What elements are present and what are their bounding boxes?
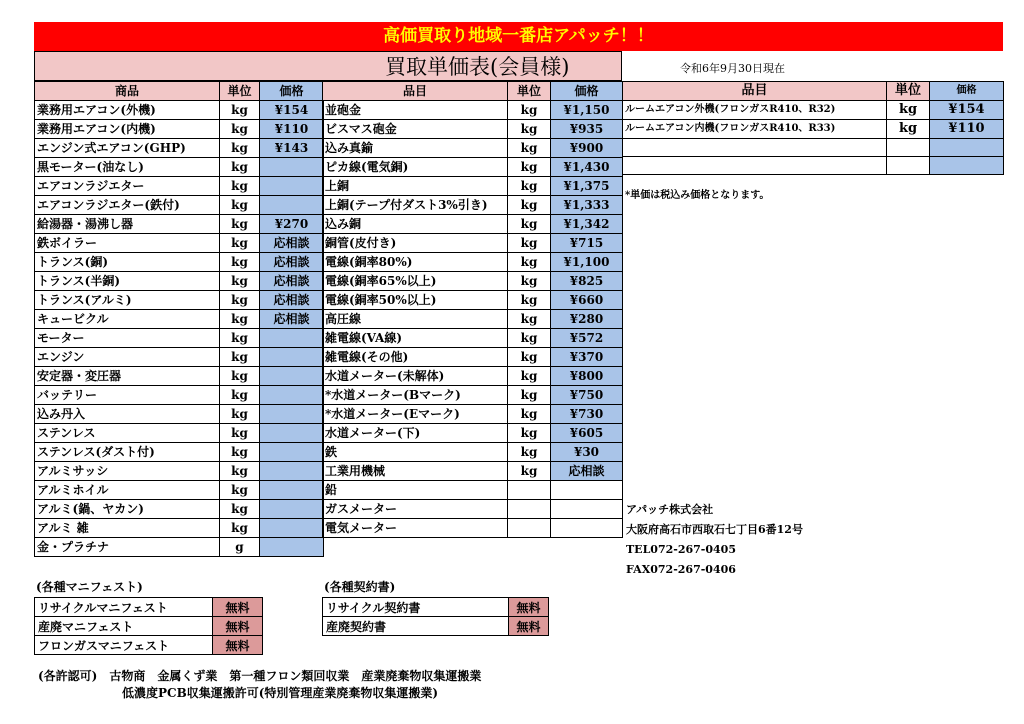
item-unit: kg [508,272,551,291]
contract-section-title: (各種契約書) [324,580,396,594]
item-name: 電気メーター [323,519,508,538]
table-row [35,158,324,177]
table-row [35,329,324,348]
item-name: ステンレス(ダスト付) [35,443,220,462]
table-row [35,519,324,538]
column-header-price: 価格 [551,82,623,101]
item-unit: kg [220,481,260,500]
item-unit: kg [220,310,260,329]
item-name: トランス(半銅) [35,272,220,291]
table-row [323,329,623,348]
item-price: ¥30 [551,443,623,462]
table-row [323,139,623,158]
column-header-unit: 単位 [508,82,551,101]
item-unit: kg [220,177,260,196]
item-name: 黒モーター(油なし) [35,158,220,177]
item-name: モーター [35,329,220,348]
item-price [260,538,324,557]
item-price [260,177,324,196]
company-name: アパッチ株式会社 [626,503,714,516]
table-row [323,120,623,139]
item-unit: kg [508,196,551,215]
item-price: ¥280 [551,310,623,329]
header-row [323,82,623,101]
item-price: ¥825 [551,272,623,291]
table-row [35,291,324,310]
item-unit: kg [508,310,551,329]
table-row [623,101,1004,120]
licenses-line-1: (各許認可) 古物商 金属くず業 第一種フロン類回収業 産業廃棄物収集運搬業 [38,669,482,683]
table-row [35,481,324,500]
fee-badge: 無料 [509,598,549,617]
item-price: ¥1,375 [551,177,623,196]
item-unit: kg [220,367,260,386]
item-unit: kg [220,424,260,443]
banner-title: 高価買取り地域一番店アパッチ！！ [34,22,1003,51]
document-name: リサイクル契約書 [323,598,509,617]
item-unit: kg [220,519,260,538]
item-price: ¥750 [551,386,623,405]
table-row [323,443,623,462]
company-info [626,500,803,580]
item-price [260,158,324,177]
item-price: ¥715 [551,234,623,253]
column-header-unit: 単位 [220,82,260,101]
item-name: 込み銅 [323,215,508,234]
item-price [551,500,623,519]
item-price: 応相談 [260,272,324,291]
fee-row [323,598,549,617]
item-price: 応相談 [260,234,324,253]
item-unit: kg [220,120,260,139]
price-table-metals [322,81,623,538]
item-unit [508,500,551,519]
item-unit: kg [508,215,551,234]
item-price: ¥1,430 [551,158,623,177]
item-price [930,139,1004,157]
item-price: ¥730 [551,405,623,424]
item-price [260,348,324,367]
item-unit: kg [220,158,260,177]
company-tel: TEL072-267-0405 [626,543,736,556]
item-unit: kg [508,386,551,405]
table-row [35,272,324,291]
item-unit: kg [220,329,260,348]
item-name: 雑電線(VA線) [323,329,508,348]
item-price: ¥1,150 [551,101,623,120]
item-name: ルームエアコン内機(フロンガスR410、R33) [623,120,887,139]
table-row [323,348,623,367]
title-bar [34,51,622,81]
item-unit: kg [508,291,551,310]
table-row [35,196,324,215]
manifest-table [34,597,263,655]
item-price: 応相談 [551,462,623,481]
item-unit: kg [220,196,260,215]
item-unit: kg [887,101,930,120]
item-price: ¥660 [551,291,623,310]
item-name: 工業用機械 [323,462,508,481]
item-name: ピカ線(電気銅) [323,158,508,177]
header-row [623,82,1004,101]
licenses-line-2: 低濃度PCB収集運搬許可(特別管理産業廃棄物収集運搬業) [122,686,439,700]
item-name: ガスメーター [323,500,508,519]
page-title: 買取単価表(会員様) [385,55,570,79]
table-row [35,177,324,196]
item-name: 高圧線 [323,310,508,329]
item-price: ¥110 [930,120,1004,139]
item-price [551,519,623,538]
item-name: 電線(銅率65%以上) [323,272,508,291]
item-name: アルミ(鍋、ヤカン) [35,500,220,519]
item-price: ¥800 [551,367,623,386]
tax-note: *単価は税込み価格となります。 [625,190,770,201]
item-unit [887,139,930,157]
item-unit: kg [508,158,551,177]
item-name: トランス(銅) [35,253,220,272]
item-unit: kg [220,272,260,291]
item-price [260,443,324,462]
item-price: ¥154 [930,101,1004,120]
item-name: 上銅(テープ付ダスト3%引き) [323,196,508,215]
as-of-date: 令和6年9月30日現在 [680,62,785,75]
item-name: 込み丹入 [35,405,220,424]
item-name: 金・プラチナ [35,538,220,557]
item-unit: kg [220,386,260,405]
column-header-item: 商品 [35,82,220,101]
item-price: ¥143 [260,139,324,158]
item-name: アルミ 雑 [35,519,220,538]
table-row [323,424,623,443]
item-name: 電線(銅率50%以上) [323,291,508,310]
fee-row [35,617,263,636]
item-price: ¥1,342 [551,215,623,234]
item-unit: kg [220,215,260,234]
item-unit: kg [508,101,551,120]
table-row [35,443,324,462]
table-row [323,310,623,329]
manifest-section-title: (各種マニフェスト) [36,580,143,594]
item-name: エンジン式エアコン(GHP) [35,139,220,158]
item-unit [508,519,551,538]
item-name: 給湯器・湯沸し器 [35,215,220,234]
item-name: ビスマス砲金 [323,120,508,139]
item-price: ¥572 [551,329,623,348]
price-table-room-aircon [622,81,1004,175]
fee-badge: 無料 [213,598,263,617]
table-row [323,291,623,310]
item-name: 雑電線(その他) [323,348,508,367]
price-table-products [34,81,324,557]
item-name: 水道メーター(下) [323,424,508,443]
table-row [35,139,324,158]
item-price: ¥270 [260,215,324,234]
item-name [623,157,887,175]
item-unit: kg [508,462,551,481]
item-unit: kg [887,120,930,139]
table-row [323,234,623,253]
licenses [38,668,481,702]
item-unit: kg [220,234,260,253]
table-row [323,253,623,272]
item-unit: kg [508,253,551,272]
item-price [260,196,324,215]
table-row [323,215,623,234]
column-header-price: 価格 [260,82,324,101]
document-name: フロンガスマニフェスト [35,636,213,655]
table-row [35,462,324,481]
column-header-price: 価格 [930,82,1004,101]
document-name: 産廃契約書 [323,617,509,636]
item-name: 込み真鍮 [323,139,508,158]
company-address: 大阪府高石市西取石七丁目6番12号 [626,523,803,536]
item-price [260,329,324,348]
item-unit: kg [220,291,260,310]
item-price: ¥110 [260,120,324,139]
table-row [35,424,324,443]
item-name: 鉛 [323,481,508,500]
table-row [35,386,324,405]
table-row [323,367,623,386]
item-price [930,157,1004,175]
fee-badge: 無料 [509,617,549,636]
table-row [35,500,324,519]
item-unit [508,481,551,500]
item-name: 鉄ボイラー [35,234,220,253]
table-row [35,253,324,272]
item-name: 業務用エアコン(内機) [35,120,220,139]
item-unit: kg [508,348,551,367]
item-name: 銅管(皮付き) [323,234,508,253]
item-name: トランス(アルミ) [35,291,220,310]
item-unit: kg [220,253,260,272]
document-name: リサイクルマニフェスト [35,598,213,617]
item-unit: kg [220,462,260,481]
table-row [35,234,324,253]
item-name: *水道メーター(Bマーク) [323,386,508,405]
table-row [323,481,623,500]
table-row [323,519,623,538]
item-name: キュービクル [35,310,220,329]
item-price [260,462,324,481]
item-price [260,500,324,519]
item-price: 応相談 [260,253,324,272]
table-row [35,367,324,386]
item-name: 上銅 [323,177,508,196]
item-name: 電線(銅率80%) [323,253,508,272]
item-name: エンジン [35,348,220,367]
item-name: 並砲金 [323,101,508,120]
item-name: ステンレス [35,424,220,443]
item-price: ¥605 [551,424,623,443]
item-price: ¥935 [551,120,623,139]
item-name: 業務用エアコン(外機) [35,101,220,120]
column-header-item: 品目 [323,82,508,101]
table-row [623,139,1004,157]
item-name: ルームエアコン外機(フロンガスR410、R32) [623,101,887,120]
item-price: 応相談 [260,310,324,329]
table-row [35,405,324,424]
table-row [323,101,623,120]
item-price: 応相談 [260,291,324,310]
item-unit: kg [508,177,551,196]
item-unit: kg [508,367,551,386]
table-row [35,310,324,329]
fee-badge: 無料 [213,636,263,655]
table-row [323,177,623,196]
item-unit: kg [508,120,551,139]
table-row [323,462,623,481]
table-row [35,538,324,557]
item-name: エアコンラジエター [35,177,220,196]
fee-row [35,636,263,655]
item-unit [887,157,930,175]
table-row [623,120,1004,139]
document-name: 産廃マニフェスト [35,617,213,636]
item-price: ¥900 [551,139,623,158]
fee-row [323,617,549,636]
table-row [323,196,623,215]
column-header-item: 品目 [623,82,887,101]
item-name: 鉄 [323,443,508,462]
item-name: *水道メーター(Eマーク) [323,405,508,424]
item-name: アルミサッシ [35,462,220,481]
table-row [35,215,324,234]
item-price [260,424,324,443]
item-price [260,367,324,386]
table-row [35,120,324,139]
contract-table [322,597,549,636]
table-row [35,348,324,367]
column-header-unit: 単位 [887,82,930,101]
table-row [323,405,623,424]
item-name: 安定器・変圧器 [35,367,220,386]
item-name: アルミホイル [35,481,220,500]
item-unit: kg [508,329,551,348]
item-name: エアコンラジエター(鉄付) [35,196,220,215]
item-price [260,481,324,500]
table-row [323,500,623,519]
item-price [260,386,324,405]
item-price: ¥1,333 [551,196,623,215]
item-price: ¥154 [260,101,324,120]
item-price: ¥1,100 [551,253,623,272]
item-unit: kg [220,500,260,519]
item-unit: kg [220,405,260,424]
item-unit: kg [508,424,551,443]
table-row [35,101,324,120]
fee-row [35,598,263,617]
item-unit: kg [508,234,551,253]
item-unit: kg [220,348,260,367]
header-row [35,82,324,101]
table-row [323,272,623,291]
item-unit: kg [508,139,551,158]
item-price [260,519,324,538]
item-unit: kg [220,443,260,462]
item-price [260,405,324,424]
item-unit: kg [508,405,551,424]
item-unit: g [220,538,260,557]
item-unit: kg [508,443,551,462]
item-unit: kg [220,139,260,158]
item-price [551,481,623,500]
table-row [323,158,623,177]
table-row [623,157,1004,175]
item-name: バッテリー [35,386,220,405]
table-row [323,386,623,405]
item-name: 水道メーター(未解体) [323,367,508,386]
fee-badge: 無料 [213,617,263,636]
item-unit: kg [220,101,260,120]
item-name [623,139,887,157]
company-fax: FAX072-267-0406 [626,563,736,576]
item-price: ¥370 [551,348,623,367]
